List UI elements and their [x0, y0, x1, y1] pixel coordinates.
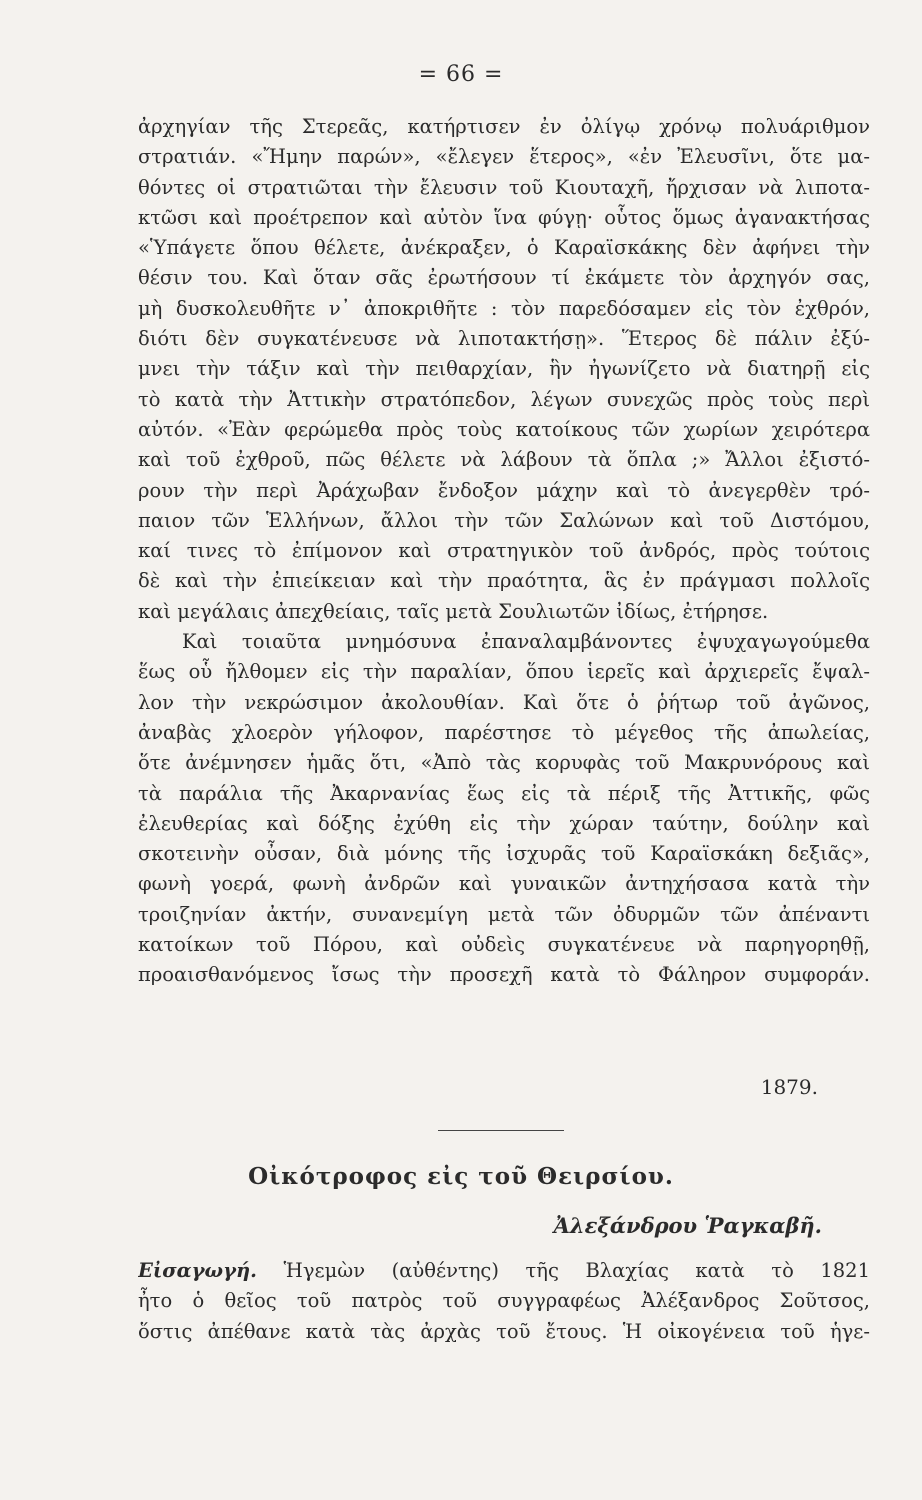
text-line: ἕως οὗ ἤλθομεν εἰς τὴν παραλίαν, ὅπου ἱερεῖς καὶ ἀρχιερεῖς ἔψαλ-: [138, 660, 870, 684]
text-line: κατοίκων τοῦ Πόρου, καὶ οὐδεὶς συγκατένευε νὰ παρηγορηθῇ,: [138, 933, 870, 957]
text-line: μὴ δυσκολευθῆτε ν᾽ ἀποκριθῆτε : τὸν παρεδόσαμεν εἰς τὸν ἐχθρόν,: [138, 296, 870, 320]
section-divider: [438, 1130, 564, 1131]
text-line: κτῶσι καὶ προέτρεπον καὶ αὐτὸν ἵνα φύγῃ· οὗτος ὅμως ἀγανακτήσας: [138, 205, 870, 229]
text-line: τροιζηνίαν ἀκτήν, συνανεμίγη μετὰ τῶν ὀδυρμῶν τῶν ἀπέναντι: [138, 902, 870, 926]
author-name: Ἀλεξάνδρου Ῥαγκαβῆ.: [553, 1213, 822, 1238]
body-text: [138, 112, 870, 991]
intro-line-text: Ἡγεμὼν (αὐθέντης) τῆς Βλαχίας κατὰ τὸ 1821: [256, 1259, 870, 1282]
text-line: [138, 1256, 870, 1286]
text-line: ὅστις ἀπέθανε κατὰ τὰς ἀρχὰς τοῦ ἔτους. Ἡ οἰκογένεια τοῦ ἡγε-: [138, 1319, 870, 1343]
text-line: ἀρχηγίαν τῆς Στερεᾶς, κατήρτισεν ἐν ὀλίγῳ χρόνῳ πολυάριθμον: [138, 115, 870, 138]
section-title: Οἰκότροφος εἰς τοῦ Θειρσίου.: [248, 1163, 674, 1190]
text-line: Καὶ τοιαῦτα μνημόσυνα ἐπαναλαμβάνοντες ἐψυχαγωγούμεθα: [182, 630, 870, 654]
text-line: καὶ μεγάλαις ἀπεχθείαις, ταῖς μετὰ Σουλιωτῶν ἰδίως, ἐτήρησε.: [138, 599, 769, 623]
text-line: φωνὴ γοερά, φωνὴ ἀνδρῶν καὶ γυναικῶν ἀντηχήσασα κατὰ τὴν: [138, 872, 870, 896]
text-line: τὸ κατὰ τὴν Ἀττικὴν στρατόπεδον, λέγων συνεχῶς πρὸς τοὺς περὶ: [138, 387, 870, 411]
text-line: τὰ παράλια τῆς Ἀκαρνανίας ἕως εἰς τὰ πέριξ τῆς Ἀττικῆς, φῶς: [138, 781, 870, 805]
intro-label: Εἰσαγωγή.: [138, 1259, 257, 1282]
text-line: παιον τῶν Ἑλλήνων, ἄλλοι τὴν τῶν Σαλώνων καὶ τοῦ Διστόμου,: [138, 508, 870, 532]
text-line: διότι δὲν συγκατένευσε νὰ λιποτακτήσῃ». Ἕτερος δὲ πάλιν ἐξύ-: [138, 327, 870, 351]
text-line: λον τὴν νεκρώσιμον ἀκολουθίαν. Καὶ ὅτε ὁ ῥήτωρ τοῦ ἀγῶνος,: [138, 690, 870, 714]
text-line: καὶ τοῦ ἐχθροῦ, πῶς θέλετε νὰ λάβουν τὰ ὅπλα ;» Ἄλλοι ἐξιστό-: [138, 448, 870, 472]
text-line: μνει τὴν τάξιν καὶ τὴν πειθαρχίαν, ἣν ἠγωνίζετο νὰ διατηρῇ εἰς: [138, 357, 870, 381]
text-line: σκοτεινὴν οὖσαν, διὰ μόνης τῆς ἰσχυρᾶς τοῦ Καραϊσκάκη δεξιᾶς»,: [138, 842, 870, 866]
text-line: θέσιν του. Καὶ ὅταν σᾶς ἐρωτήσουν τί ἐκάμετε τὸν ἀρχηγόν σας,: [138, 266, 870, 290]
text-line: ὅτε ἀνέμνησεν ἡμᾶς ὅτι, «Ἀπὸ τὰς κορυφὰς τοῦ Μακρυνόρους καὶ: [138, 751, 870, 775]
text-line: «Ὑπάγετε ὅπου θέλετε, ἀνέκραξεν, ὁ Καραϊσκάκης δὲν ἀφήνει τὴν: [138, 236, 870, 260]
text-line: προαισθανόμενος ἴσως τὴν προσεχῆ κατὰ τὸ Φάληρον συμφοράν.: [138, 963, 870, 987]
date: 1879.: [760, 1075, 818, 1099]
text-line: ἀναβὰς χλοερὸν γήλοφον, παρέστησε τὸ μέγεθος τῆς ἀπωλείας,: [138, 720, 870, 744]
text-line: θόντες οἱ στρατιῶται τὴν ἔλευσιν τοῦ Κιουταχῆ, ἤρχισαν νὰ λιποτα-: [138, 175, 870, 199]
text-line: ρουν τὴν περὶ Ἀράχωβαν ἔνδοξον μάχην καὶ τὸ ἀνεγερθὲν τρό-: [138, 478, 870, 502]
text-line: αὐτόν. «Ἐὰν φερώμεθα πρὸς τοὺς κατοίκους τῶν χωρίων χειρότερα: [138, 417, 870, 441]
text-line: ἐλευθερίας καὶ δόξης ἐχύθη εἰς τὴν χώραν ταύτην, δούλην καὶ: [138, 811, 870, 835]
text-line: ἦτο ὁ θεῖος τοῦ πατρὸς τοῦ συγγραφέως Ἀλέξανδρος Σοῦτσος,: [138, 1289, 870, 1313]
intro-text: [138, 1256, 870, 1347]
text-line: δὲ καὶ τὴν ἐπιείκειαν καὶ τὴν πραότητα, ἃς ἐν πράγμασι πολλοῖς: [138, 569, 870, 593]
page-number: = 66 =: [418, 62, 504, 87]
text-line: καί τινες τὸ ἐπίμονον καὶ στρατηγικὸν τοῦ ἀνδρός, πρὸς τούτοις: [138, 539, 870, 563]
text-line: στρατιάν. «Ἤμην παρών», «ἔλεγεν ἕτερος», «ἐν Ἐλευσῖνι, ὅτε μα-: [138, 145, 870, 169]
